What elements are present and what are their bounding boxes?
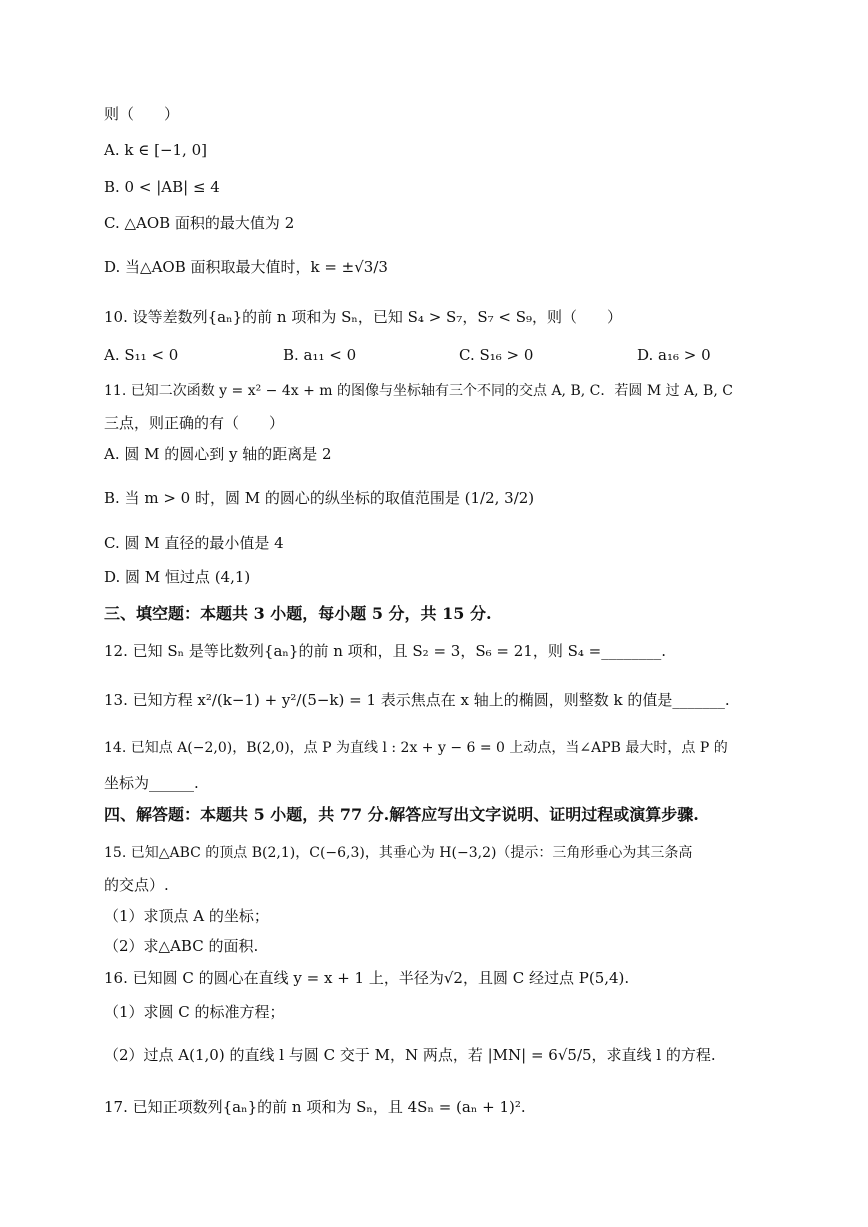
q15-stem-line2: 的交点）. — [104, 876, 169, 894]
q9-option-a: A. k ∈ [−1, 0] — [104, 141, 207, 159]
q9-option-b: B. 0 < |AB| ≤ 4 — [104, 178, 220, 196]
q11-option-b: B. 当 m > 0 时，圆 M 的圆心的纵坐标的取值范围是 (1/2, 3/2) — [104, 489, 535, 507]
q15-stem-line1: 15. 已知△ABC 的顶点 B(2,1)，C(−6,3)，其垂心为 H(−3,2)（提示：三角形垂心为其三条高 — [104, 845, 693, 861]
q16-stem: 16. 已知圆 C 的圆心在直线 y = x + 1 上，半径为√2，且圆 C 经过点 P(5,4). — [104, 969, 630, 987]
q15-sub1: （1）求顶点 A 的坐标； — [104, 907, 269, 925]
q13-stem: 13. 已知方程 x²/(k−1) + y²/(5−k) = 1 表示焦点在 x 轴上的椭圆，则整数 k 的值是_______. — [104, 691, 730, 709]
q12-stem: 12. 已知 Sₙ 是等比数列{aₙ}的前 n 项和，且 S₂ = 3，S₆ = 21，则 S₄ =________. — [104, 642, 666, 660]
q15-sub2: （2）求△ABC 的面积. — [104, 937, 259, 955]
q11-stem-line1: 11. 已知二次函数 y = x² − 4x + m 的图像与坐标轴有三个不同的交点 A, B, C．若圆 M 过 A, B, C — [104, 383, 733, 399]
q14-stem-line2: 坐标为______. — [104, 774, 199, 792]
q9-option-d: D. 当△AOB 面积取最大值时，k = ±√3/3 — [104, 258, 388, 276]
q10-option-b: B. a₁₁ < 0 — [283, 346, 357, 364]
q11-option-d: D. 圆 M 恒过点 (4,1) — [104, 568, 251, 586]
q10-option-c: C. S₁₆ > 0 — [459, 346, 534, 364]
section-4-heading: 四、解答题：本题共 5 小题，共 77 分.解答应写出文字说明、证明过程或演算步骤. — [104, 805, 699, 824]
q14-stem-line1: 14. 已知点 A(−2,0)，B(2,0)，点 P 为直线 l : 2x + y − 6 = 0 上动点，当∠APB 最大时，点 P 的 — [104, 740, 728, 756]
q11-option-c: C. 圆 M 直径的最小值是 4 — [104, 534, 284, 552]
q10-stem: 10. 设等差数列{aₙ}的前 n 项和为 Sₙ，已知 S₄ > S₇，S₇ < S₉，则（ ） — [104, 308, 623, 326]
q10-option-d: D. a₁₆ > 0 — [637, 346, 711, 364]
q16-sub1: （1）求圆 C 的标准方程； — [104, 1003, 285, 1021]
q9-option-c: C. △AOB 面积的最大值为 2 — [104, 214, 295, 232]
q16-sub2: （2）过点 A(1,0) 的直线 l 与圆 C 交于 M，N 两点，若 |MN| = 6√5/5，求直线 l 的方程. — [104, 1046, 716, 1064]
q10-option-a: A. S₁₁ < 0 — [104, 346, 179, 364]
q17-stem: 17. 已知正项数列{aₙ}的前 n 项和为 Sₙ，且 4Sₙ = (aₙ + 1)². — [104, 1098, 526, 1116]
q11-stem-line2: 三点，则正确的有（ ） — [104, 414, 285, 432]
q9-stem-tail: 则（ ） — [104, 105, 180, 123]
q11-option-a: A. 圆 M 的圆心到 y 轴的距离是 2 — [104, 445, 332, 463]
section-3-heading: 三、填空题：本题共 3 小题，每小题 5 分，共 15 分. — [104, 604, 492, 623]
